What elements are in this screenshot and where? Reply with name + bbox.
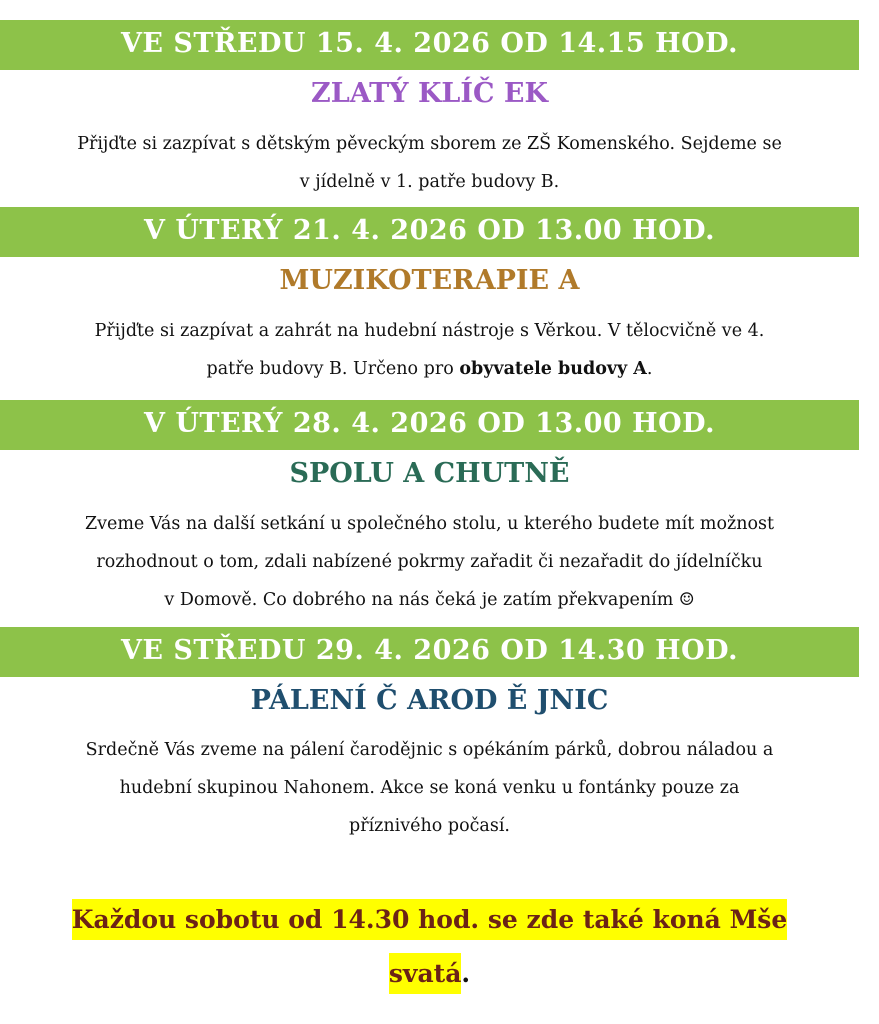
event-4-date-banner: VE STŘEDU 29. 4. 2026 OD 14.30 HOD. (0, 627, 859, 677)
event-4-description-line: Srdečně Vás zveme na pálení čarodějnic s opékáním párků, dobrou náladou a (85, 740, 774, 760)
event-2-description-period: . (646, 359, 653, 379)
mass-announcement-line (0, 949, 859, 999)
mass-announcement-line (0, 895, 859, 945)
event-3-description (0, 505, 859, 619)
mass-announcement-highlight: svatá (389, 953, 462, 994)
event-2-audience-bold: obyvatele budovy A (459, 359, 647, 379)
event-4-title: PÁLENÍ Č AROD Ě JNIC (250, 685, 609, 716)
event-2-description (0, 312, 859, 388)
event-1-date-banner: VE STŘEDU 15. 4. 2026 OD 14.15 HOD. (0, 20, 859, 70)
event-1-description-line: v jídelně v 1. patře budovy B. (299, 172, 560, 192)
mass-announcement-highlight: Každou sobotu od 14.30 hod. se zde také koná Mše (72, 899, 787, 940)
event-4-description-line: příznivého počasí. (349, 816, 510, 836)
mass-announcement (0, 895, 859, 999)
event-2-description-text: patře budovy B. Určeno pro (206, 359, 460, 379)
event-1-description-line: Přijďte si zazpívat s dětským pěveckým sborem ze ZŠ Komenského. Sejdeme se (77, 134, 782, 154)
mass-announcement-period: . (461, 959, 471, 988)
event-2-date-banner: V ÚTERÝ 21. 4. 2026 OD 13.00 HOD. (0, 207, 859, 257)
event-4-description (0, 731, 859, 845)
event-1-title: ZLATÝ KLÍČ EK (311, 78, 548, 109)
event-2-description-line (0, 350, 859, 388)
event-4-description-line: hudební skupinou Nahonem. Akce se koná venku u fontánky pouze za (119, 778, 740, 798)
event-3-title: SPOLU A CHUTNĚ (289, 458, 570, 489)
event-1-description (0, 125, 859, 201)
event-2-description-line: Přijďte si zazpívat a zahrát na hudební nástroje s Věrkou. V tělocvičně ve 4. (94, 321, 765, 341)
event-3-description-line: Zveme Vás na další setkání u společného stolu, u kterého budete mít možnost (84, 514, 775, 534)
event-3-description-line: v Domově. Co dobrého na nás čeká je zatím překvapením ☺ (164, 590, 695, 610)
event-2-title: MUZIKOTERAPIE A (279, 265, 580, 296)
event-3-description-line: rozhodnout o tom, zdali nabízené pokrmy zařadit či nezařadit do jídelníčku (96, 552, 763, 572)
event-3-date-banner: V ÚTERÝ 28. 4. 2026 OD 13.00 HOD. (0, 400, 859, 450)
